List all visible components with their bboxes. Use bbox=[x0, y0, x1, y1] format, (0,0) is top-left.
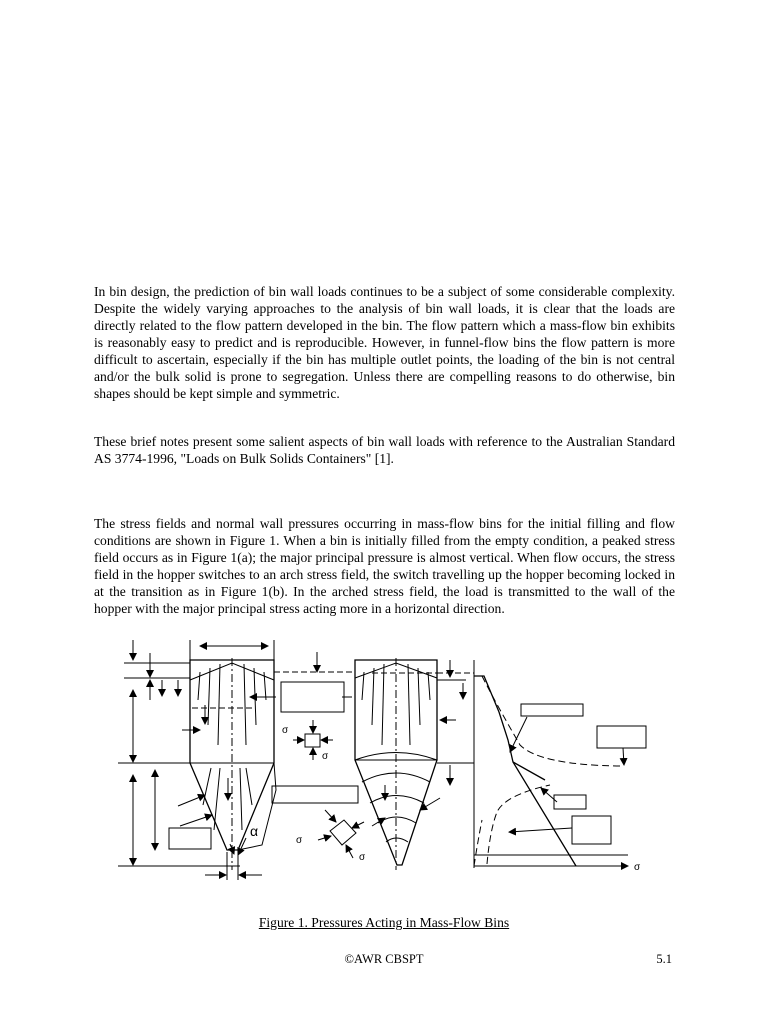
stress-fields-paragraph: The stress fields and normal wall pressures occurring in mass-flow bins for the initial filling and flow conditions are shown in Figure 1. When a bin is initially filled from the empty condition, a peaked stress field occurs as in Figure 1(a); the major principal pressure is almost vertical. When flow occurs, the stress field in the hopper switches to an arch stress field, the switch travelling up the hopper becoming locked in at the transition as in Figure 1(b). In the arched stress field, the load is transmitted to the wall of the hopper with the major principal stress acting more in a horizontal direction. bbox=[94, 516, 675, 616]
sigma-axis-label: σ bbox=[634, 862, 641, 873]
footer-page-number: 5.1 bbox=[656, 952, 672, 966]
bin-b-stress-lines bbox=[355, 663, 437, 842]
intro-paragraph: In bin design, the prediction of bin wall loads continues to be a subject of some considerable complexity. Despite the widely varying approaches to the analysis of bin wall loads, it is clear that the loads are directly related to the flow pattern developed in the bin. The flow pattern which a mass-flow bin exhibits is reasonably easy to predict and is reproducible. However, in funnel-flow bins the flow pattern is more difficult to ascertain, especially if the bin has multiple outlet points, the loading of the bin is not central and/or the bulk solid is prone to segregation. Unless there are compelling reasons to do otherwise, bin shapes should be kept simple and symmetric. bbox=[94, 284, 675, 401]
figure-caption bbox=[0, 915, 768, 931]
centre-label-box-lower bbox=[272, 786, 358, 803]
mass-flow-bin-pressure-figure bbox=[115, 633, 655, 883]
bin-b-arrows bbox=[342, 660, 474, 826]
footer-copyright: ©AWR CBSPT bbox=[344, 952, 424, 966]
bin-a-width-dimension bbox=[190, 640, 274, 660]
bin-a-internal-arrows bbox=[178, 697, 276, 855]
alpha-label: α bbox=[250, 823, 259, 839]
centre-label-box-upper bbox=[281, 682, 344, 712]
sigma-label-3: σ bbox=[296, 835, 303, 846]
pressure-diagram-arrows bbox=[509, 717, 624, 832]
notes-paragraph: These brief notes present some salient aspects of bin wall loads with reference to the Australian Standard AS 3774-1996, "Loads on Bulk Solids Containers" [1]. bbox=[94, 434, 675, 466]
sigma-label-2: σ bbox=[322, 751, 329, 762]
bin-a-label-box bbox=[169, 828, 211, 849]
figure-caption-text: Figure 1. Pressures Acting in Mass-Flow Bins bbox=[258, 915, 510, 930]
pressure-diagram-axes bbox=[474, 668, 628, 866]
pressure-diagram-label-boxes bbox=[521, 704, 646, 844]
sigma-label-1: σ bbox=[282, 725, 289, 736]
stress-element-rotated bbox=[318, 810, 364, 858]
sigma-label-4: σ bbox=[359, 852, 366, 863]
bin-a-height-dimensions bbox=[118, 640, 240, 866]
